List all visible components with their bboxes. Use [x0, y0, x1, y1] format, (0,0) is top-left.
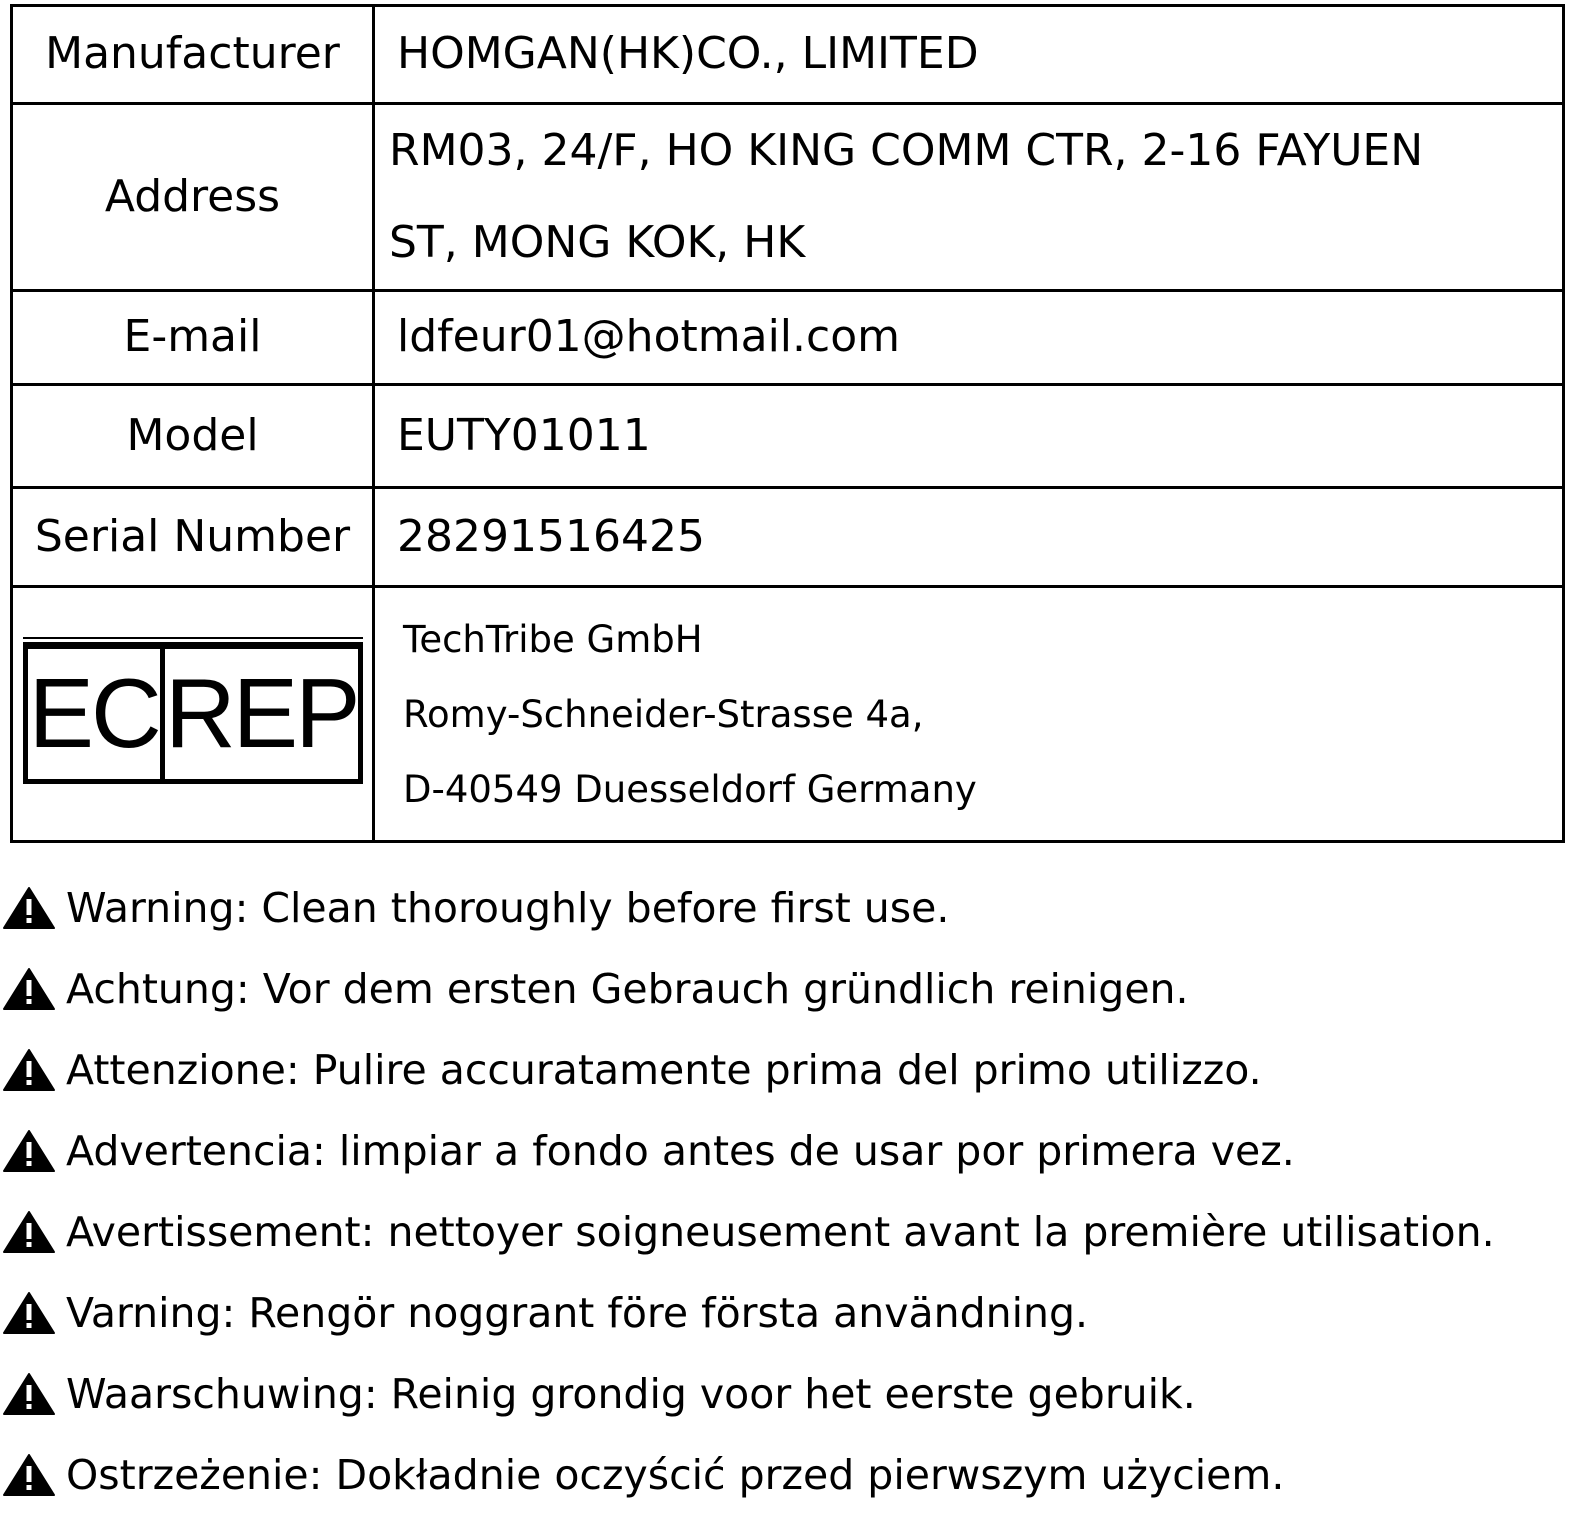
serial-number-row	[12, 488, 1564, 587]
model-label: Model	[12, 385, 374, 488]
ec-rep-line: D-40549 Duesseldorf Germany	[403, 767, 977, 811]
product-info-table	[10, 4, 1565, 843]
ec-rep-address	[374, 587, 1564, 842]
warning-text: Avertissement: nettoyer soigneusement avant la première utilisation.	[66, 1207, 1495, 1256]
warning-text: Achtung: Vor dem ersten Gebrauch gründlich reinigen.	[66, 964, 1189, 1013]
warning-triangle-icon	[2, 1210, 56, 1254]
address-value	[374, 104, 1564, 291]
serial-number-label: Serial Number	[12, 488, 374, 587]
ec-rep-line: Romy-Schneider-Strasse 4a,	[403, 692, 924, 736]
warnings-list	[2, 867, 1567, 1515]
warning-line	[2, 948, 1567, 1029]
warning-text: Ostrzeżenie: Dokładnie oczyścić przed pierwszym użyciem.	[66, 1450, 1285, 1499]
warning-text: Attenzione: Pulire accuratamente prima del primo utilizzo.	[66, 1045, 1262, 1094]
model-row	[12, 385, 1564, 488]
email-label: E-mail	[12, 291, 374, 385]
warning-line	[2, 1191, 1567, 1272]
manufacturer-label: Manufacturer	[12, 6, 374, 104]
ec-rep-line: TechTribe GmbH	[403, 617, 703, 661]
warning-triangle-icon	[2, 1129, 56, 1173]
address-row	[12, 104, 1564, 291]
warning-triangle-icon	[2, 1453, 56, 1497]
ec-rep-symbol-cell	[12, 587, 374, 842]
warning-text: Advertencia: limpiar a fondo antes de usar por primera vez.	[66, 1126, 1295, 1175]
address-line: ST, MONG KOK, HK	[389, 217, 806, 268]
warning-line	[2, 1110, 1567, 1191]
email-value: ldfeur01@hotmail.com	[374, 291, 1564, 385]
warning-triangle-icon	[2, 1048, 56, 1092]
ec-rep-row	[12, 587, 1564, 842]
ec-rep-symbol-rep: REP	[164, 658, 358, 769]
warning-triangle-icon	[2, 1291, 56, 1335]
warning-line	[2, 1353, 1567, 1434]
manufacturer-value: HOMGAN(HK)CO., LIMITED	[374, 6, 1564, 104]
model-value: EUTY01011	[374, 385, 1564, 488]
warning-text: Varning: Rengör noggrant före första användning.	[66, 1288, 1089, 1337]
email-row	[12, 291, 1564, 385]
address-label: Address	[12, 104, 374, 291]
ec-rep-symbol-ec: EC	[28, 649, 165, 779]
warning-line	[2, 867, 1567, 948]
address-line: RM03, 24/F, HO KING COMM CTR, 2-16 FAYUEN	[389, 125, 1424, 176]
warning-line	[2, 1029, 1567, 1110]
warning-text: Waarschuwing: Reinig grondig voor het eerste gebruik.	[66, 1369, 1196, 1418]
warning-triangle-icon	[2, 967, 56, 1011]
serial-number-value: 28291516425	[374, 488, 1564, 587]
manufacturer-row	[12, 6, 1564, 104]
warning-line	[2, 1434, 1567, 1515]
warning-line	[2, 1272, 1567, 1353]
warning-triangle-icon	[2, 1372, 56, 1416]
warning-triangle-icon	[2, 886, 56, 930]
ec-rep-symbol	[23, 644, 363, 784]
warning-text: Warning: Clean thoroughly before first use.	[66, 883, 950, 932]
